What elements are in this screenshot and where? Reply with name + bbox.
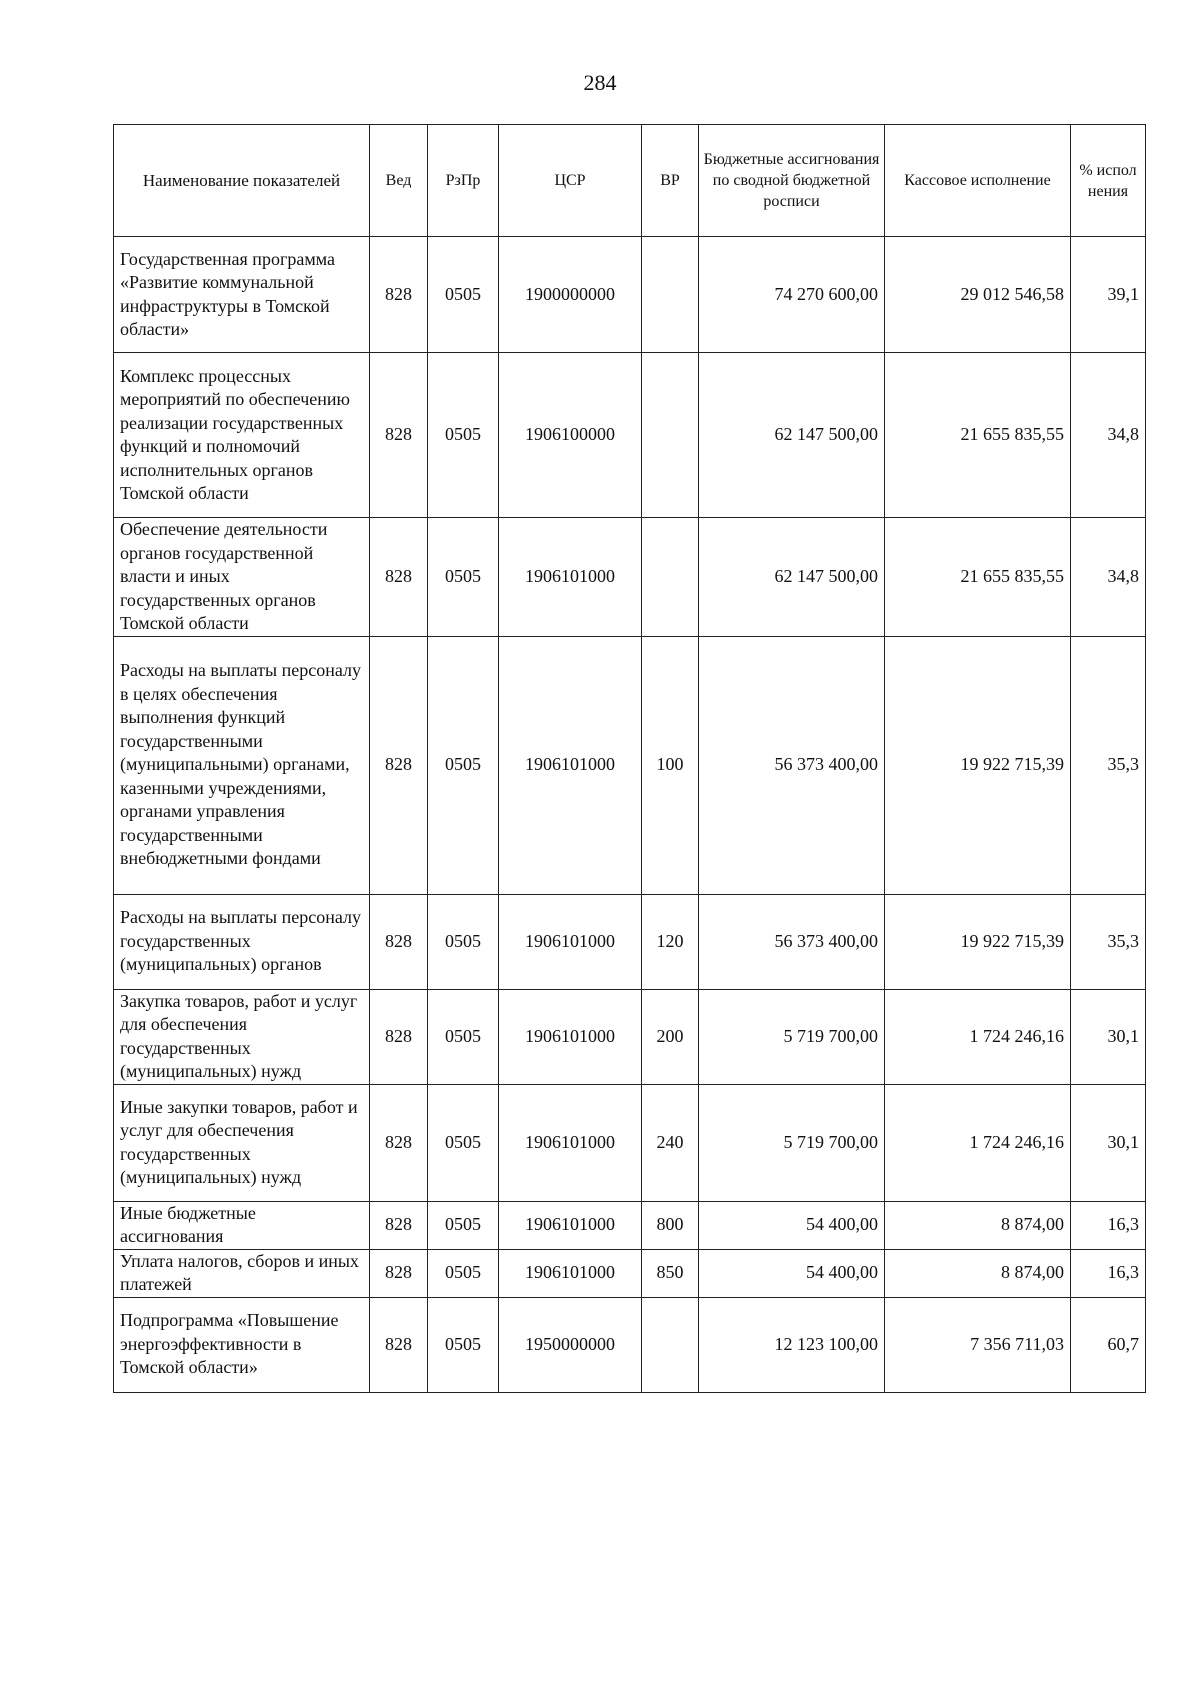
row-vr: 120 bbox=[642, 894, 699, 989]
row-vr bbox=[642, 518, 699, 637]
row-budget: 62 147 500,00 bbox=[699, 353, 885, 518]
row-budget: 54 400,00 bbox=[699, 1201, 885, 1249]
table-header-row bbox=[114, 125, 1146, 237]
row-name: Обеспечение деятельности органов государственной власти и иных государственных органов Томской области bbox=[114, 518, 370, 637]
row-ved: 828 bbox=[370, 1201, 428, 1249]
row-ved: 828 bbox=[370, 989, 428, 1084]
row-vr: 100 bbox=[642, 636, 699, 894]
table-row bbox=[114, 1201, 1146, 1249]
row-csr: 1950000000 bbox=[499, 1297, 642, 1392]
row-name: Комплекс процессных мероприятий по обеспечению реализации государственных функций и полномочий исполнительных органов Томской области bbox=[114, 353, 370, 518]
row-vr: 200 bbox=[642, 989, 699, 1084]
header-vr: ВР bbox=[642, 125, 699, 237]
row-csr: 1906101000 bbox=[499, 636, 642, 894]
row-ved: 828 bbox=[370, 237, 428, 353]
row-name: Подпрограмма «Повышение энергоэффективности в Томской области» bbox=[114, 1297, 370, 1392]
row-csr: 1906101000 bbox=[499, 518, 642, 637]
row-vr: 240 bbox=[642, 1084, 699, 1201]
row-ved: 828 bbox=[370, 1084, 428, 1201]
page-number: 284 bbox=[583, 70, 617, 95]
row-name: Закупка товаров, работ и услуг для обеспечения государственных (муниципальных) нужд bbox=[114, 989, 370, 1084]
row-rzpr: 0505 bbox=[428, 518, 499, 637]
row-vr bbox=[642, 1297, 699, 1392]
row-ved: 828 bbox=[370, 1297, 428, 1392]
row-budget: 12 123 100,00 bbox=[699, 1297, 885, 1392]
row-budget: 56 373 400,00 bbox=[699, 894, 885, 989]
table-row bbox=[114, 989, 1146, 1084]
row-percent: 35,3 bbox=[1071, 894, 1146, 989]
row-cash: 1 724 246,16 bbox=[885, 1084, 1071, 1201]
row-name: Расходы на выплаты персоналу в целях обеспечения выполнения функций государственными (муниципальными) органами, казенными учреждениями, органами управления государственными внебюджетными фондами bbox=[114, 636, 370, 894]
row-name: Иные бюджетные ассигнования bbox=[114, 1201, 370, 1249]
table-row bbox=[114, 353, 1146, 518]
row-rzpr: 0505 bbox=[428, 1297, 499, 1392]
row-percent: 34,8 bbox=[1071, 353, 1146, 518]
header-rzpr: РзПр bbox=[428, 125, 499, 237]
table-row bbox=[114, 1084, 1146, 1201]
row-vr: 850 bbox=[642, 1249, 699, 1297]
row-budget: 5 719 700,00 bbox=[699, 1084, 885, 1201]
header-budget: Бюджетные ассигнования по сводной бюджетной росписи bbox=[699, 125, 885, 237]
row-budget: 74 270 600,00 bbox=[699, 237, 885, 353]
row-percent: 16,3 bbox=[1071, 1201, 1146, 1249]
row-percent: 16,3 bbox=[1071, 1249, 1146, 1297]
row-ved: 828 bbox=[370, 1249, 428, 1297]
row-name: Государственная программа «Развитие коммунальной инфраструктуры в Томской области» bbox=[114, 237, 370, 353]
row-rzpr: 0505 bbox=[428, 894, 499, 989]
row-percent: 35,3 bbox=[1071, 636, 1146, 894]
row-cash: 8 874,00 bbox=[885, 1201, 1071, 1249]
row-cash: 21 655 835,55 bbox=[885, 518, 1071, 637]
header-percent: % испол нения bbox=[1071, 125, 1146, 237]
row-rzpr: 0505 bbox=[428, 989, 499, 1084]
row-rzpr: 0505 bbox=[428, 237, 499, 353]
row-cash: 1 724 246,16 bbox=[885, 989, 1071, 1084]
table-row bbox=[114, 518, 1146, 637]
row-percent: 30,1 bbox=[1071, 989, 1146, 1084]
row-ved: 828 bbox=[370, 518, 428, 637]
budget-execution-table bbox=[113, 124, 1146, 1393]
table-row bbox=[114, 237, 1146, 353]
row-rzpr: 0505 bbox=[428, 1249, 499, 1297]
row-rzpr: 0505 bbox=[428, 1201, 499, 1249]
header-ved: Вед bbox=[370, 125, 428, 237]
row-cash: 19 922 715,39 bbox=[885, 636, 1071, 894]
row-name: Уплата налогов, сборов и иных платежей bbox=[114, 1249, 370, 1297]
row-ved: 828 bbox=[370, 894, 428, 989]
row-ved: 828 bbox=[370, 353, 428, 518]
table-row bbox=[114, 894, 1146, 989]
row-name: Иные закупки товаров, работ и услуг для обеспечения государственных (муниципальных) нужд bbox=[114, 1084, 370, 1201]
row-csr: 1900000000 bbox=[499, 237, 642, 353]
row-cash: 8 874,00 bbox=[885, 1249, 1071, 1297]
row-budget: 54 400,00 bbox=[699, 1249, 885, 1297]
row-rzpr: 0505 bbox=[428, 353, 499, 518]
row-cash: 7 356 711,03 bbox=[885, 1297, 1071, 1392]
row-percent: 30,1 bbox=[1071, 1084, 1146, 1201]
row-percent: 34,8 bbox=[1071, 518, 1146, 637]
row-vr: 800 bbox=[642, 1201, 699, 1249]
row-cash: 21 655 835,55 bbox=[885, 353, 1071, 518]
table-row bbox=[114, 636, 1146, 894]
row-budget: 62 147 500,00 bbox=[699, 518, 885, 637]
table-row bbox=[114, 1249, 1146, 1297]
row-rzpr: 0505 bbox=[428, 1084, 499, 1201]
row-budget: 56 373 400,00 bbox=[699, 636, 885, 894]
header-csr: ЦСР bbox=[499, 125, 642, 237]
row-cash: 19 922 715,39 bbox=[885, 894, 1071, 989]
row-name: Расходы на выплаты персоналу государственных (муниципальных) органов bbox=[114, 894, 370, 989]
row-ved: 828 bbox=[370, 636, 428, 894]
row-csr: 1906100000 bbox=[499, 353, 642, 518]
row-csr: 1906101000 bbox=[499, 1201, 642, 1249]
row-csr: 1906101000 bbox=[499, 989, 642, 1084]
header-name: Наименование показателей bbox=[114, 125, 370, 237]
row-csr: 1906101000 bbox=[499, 1249, 642, 1297]
header-cash: Кассовое исполнение bbox=[885, 125, 1071, 237]
row-csr: 1906101000 bbox=[499, 894, 642, 989]
row-cash: 29 012 546,58 bbox=[885, 237, 1071, 353]
table-row bbox=[114, 1297, 1146, 1392]
row-vr bbox=[642, 237, 699, 353]
row-budget: 5 719 700,00 bbox=[699, 989, 885, 1084]
row-rzpr: 0505 bbox=[428, 636, 499, 894]
row-vr bbox=[642, 353, 699, 518]
row-percent: 39,1 bbox=[1071, 237, 1146, 353]
row-csr: 1906101000 bbox=[499, 1084, 642, 1201]
row-percent: 60,7 bbox=[1071, 1297, 1146, 1392]
